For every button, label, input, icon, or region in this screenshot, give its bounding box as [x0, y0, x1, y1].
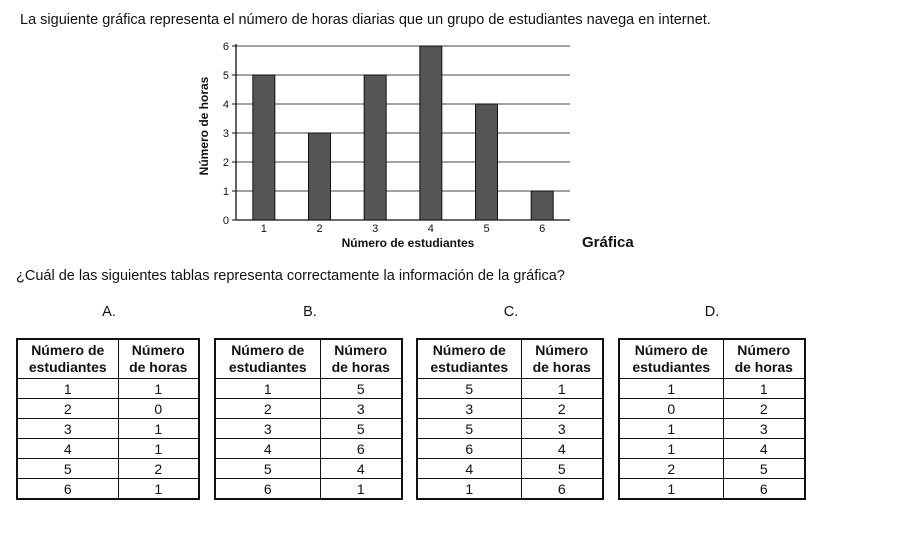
- cell-hours: 2: [118, 459, 199, 479]
- option-d-table: [618, 338, 806, 500]
- cell-hours: 6: [320, 439, 402, 459]
- cell-hours: 5: [723, 459, 805, 479]
- cell-hours: 3: [320, 399, 402, 419]
- option-a-table: [16, 338, 200, 500]
- table-row: [619, 399, 805, 419]
- x-tick-label: 2: [316, 223, 323, 235]
- x-tick-label: 4: [427, 223, 434, 235]
- cell-hours: 5: [320, 419, 402, 439]
- bar-1: [253, 75, 275, 220]
- cell-hours: 1: [118, 479, 199, 500]
- cell-students: 0: [619, 399, 723, 419]
- bar-4: [420, 46, 442, 220]
- table-row: [417, 459, 603, 479]
- bar-2: [309, 133, 331, 220]
- cell-hours: 5: [320, 379, 402, 399]
- table-row: [17, 419, 199, 439]
- table-row: [17, 379, 199, 399]
- y-tick-label: 6: [222, 41, 229, 53]
- table-row: [417, 479, 603, 500]
- table-row: [17, 399, 199, 419]
- table-row: [619, 439, 805, 459]
- cell-students: 1: [619, 479, 723, 500]
- cell-hours: 1: [118, 419, 199, 439]
- cell-hours: 4: [723, 439, 805, 459]
- cell-students: 5: [417, 379, 521, 399]
- header-students: Número de estudiantes: [215, 339, 320, 379]
- cell-hours: 3: [723, 419, 805, 439]
- header-students: Número de estudiantes: [619, 339, 723, 379]
- table-row: [215, 439, 402, 459]
- table-header-row: [619, 339, 805, 379]
- header-hours: Número de horas: [320, 339, 402, 379]
- table-row: [619, 479, 805, 500]
- cell-students: 3: [215, 419, 320, 439]
- cell-students: 1: [417, 479, 521, 500]
- cell-students: 4: [417, 459, 521, 479]
- header-students: Número de estudiantes: [17, 339, 118, 379]
- cell-hours: 0: [118, 399, 199, 419]
- table-row: [215, 399, 402, 419]
- cell-students: 4: [215, 439, 320, 459]
- cell-hours: 1: [320, 479, 402, 500]
- option-b-table: [214, 338, 403, 500]
- option-c-label: C.: [503, 304, 519, 320]
- header-hours: Número de horas: [723, 339, 805, 379]
- option-a-label: A.: [102, 304, 116, 320]
- table-header-row: [17, 339, 199, 379]
- cell-hours: 6: [723, 479, 805, 500]
- chart-caption: Gráfica: [582, 234, 634, 251]
- option-d-label: D.: [704, 304, 720, 320]
- option-b-label: B.: [303, 304, 317, 320]
- cell-hours: 1: [118, 439, 199, 459]
- x-tick-label: 6: [539, 223, 546, 235]
- y-tick-label: 1: [222, 186, 229, 198]
- cell-hours: 4: [320, 459, 402, 479]
- x-tick-label: 3: [372, 223, 379, 235]
- cell-students: 2: [17, 399, 118, 419]
- cell-students: 5: [17, 459, 118, 479]
- cell-students: 3: [417, 399, 521, 419]
- cell-hours: 3: [521, 419, 603, 439]
- table-row: [619, 379, 805, 399]
- cell-hours: 1: [118, 379, 199, 399]
- header-students: Número de estudiantes: [417, 339, 521, 379]
- table-row: [619, 459, 805, 479]
- cell-students: 4: [17, 439, 118, 459]
- cell-students: 3: [17, 419, 118, 439]
- table-header-row: [417, 339, 603, 379]
- y-tick-label: 5: [222, 70, 229, 82]
- cell-students: 1: [619, 379, 723, 399]
- cell-students: 1: [17, 379, 118, 399]
- y-axis-label: Número de horas: [197, 76, 211, 176]
- table-row: [215, 479, 402, 500]
- y-tick-label: 4: [222, 99, 229, 111]
- bar-6: [531, 191, 553, 220]
- cell-students: 1: [215, 379, 320, 399]
- header-hours: Número de horas: [521, 339, 603, 379]
- cell-students: 6: [17, 479, 118, 500]
- cell-hours: 1: [723, 379, 805, 399]
- y-tick-label: 0: [222, 215, 229, 227]
- question-text: ¿Cuál de las siguientes tablas representa correctamente la información de la gráfica?: [16, 268, 565, 284]
- x-tick-label: 5: [483, 223, 490, 235]
- cell-hours: 1: [521, 379, 603, 399]
- bar-5: [476, 104, 498, 220]
- table-row: [17, 479, 199, 500]
- table-row: [417, 439, 603, 459]
- x-axis-label: Número de estudiantes: [341, 236, 475, 250]
- y-tick-label: 2: [222, 157, 229, 169]
- bar-chart: [190, 36, 660, 256]
- table-row: [17, 439, 199, 459]
- table-header-row: [215, 339, 402, 379]
- table-row: [417, 419, 603, 439]
- table-row: [215, 459, 402, 479]
- cell-hours: 5: [521, 459, 603, 479]
- cell-hours: 4: [521, 439, 603, 459]
- table-row: [215, 379, 402, 399]
- bar-3: [364, 75, 386, 220]
- cell-students: 1: [619, 439, 723, 459]
- option-c-table: [416, 338, 604, 500]
- table-row: [417, 399, 603, 419]
- y-tick-label: 3: [222, 128, 229, 140]
- table-row: [417, 379, 603, 399]
- x-tick-label: 1: [260, 223, 267, 235]
- cell-students: 1: [619, 419, 723, 439]
- table-row: [17, 459, 199, 479]
- cell-hours: 2: [521, 399, 603, 419]
- cell-students: 5: [215, 459, 320, 479]
- cell-students: 5: [417, 419, 521, 439]
- table-row: [215, 419, 402, 439]
- cell-hours: 2: [723, 399, 805, 419]
- table-row: [619, 419, 805, 439]
- cell-students: 6: [215, 479, 320, 500]
- cell-hours: 6: [521, 479, 603, 500]
- cell-students: 2: [619, 459, 723, 479]
- header-hours: Número de horas: [118, 339, 199, 379]
- cell-students: 6: [417, 439, 521, 459]
- cell-students: 2: [215, 399, 320, 419]
- intro-text: La siguiente gráfica representa el número de horas diarias que un grupo de estudiantes navega en internet.: [20, 12, 711, 28]
